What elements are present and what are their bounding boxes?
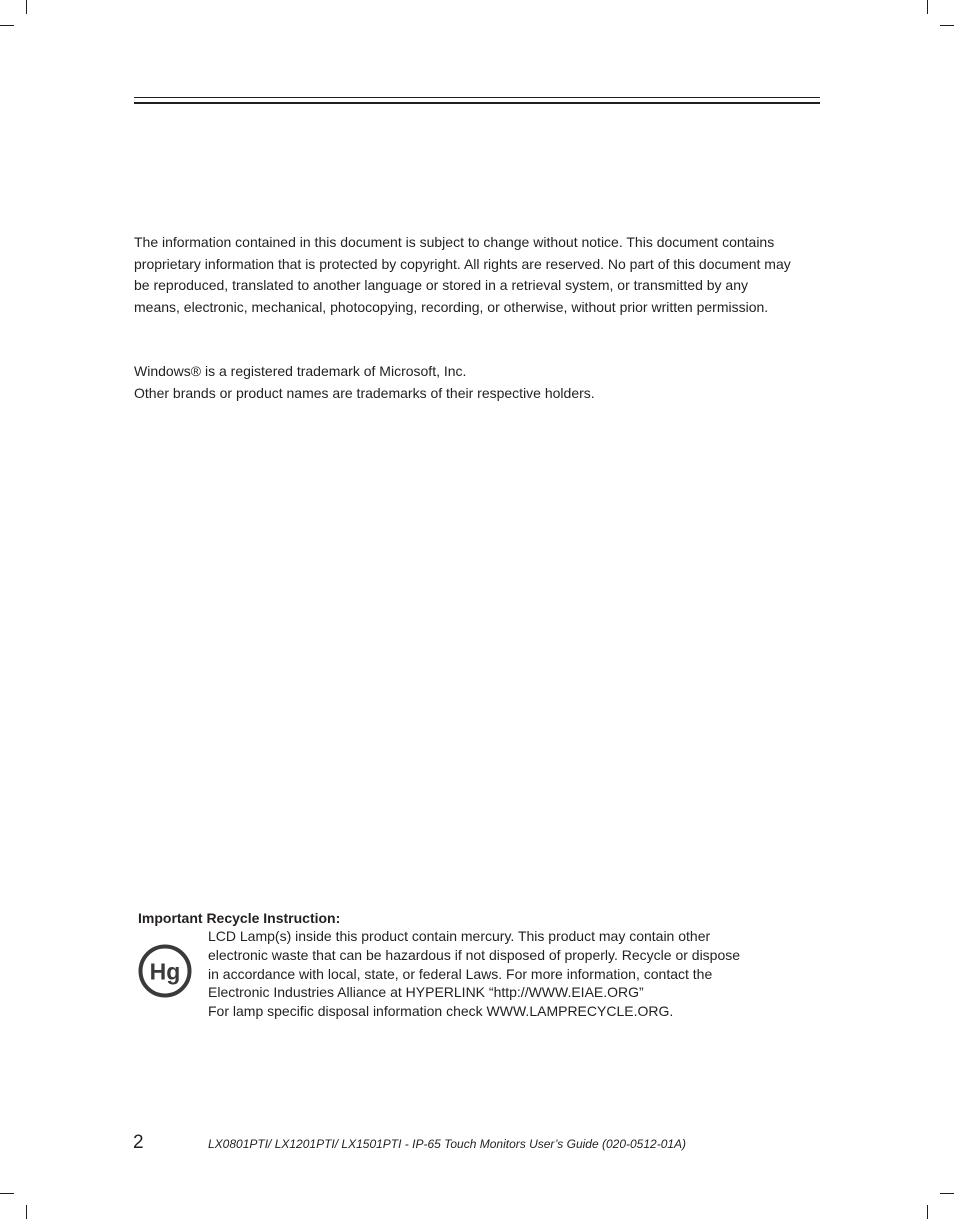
crop-mark-top-right [940,25,954,26]
recycle-line: Electronic Industries Alliance at HYPERLINK “http://WWW.EIAE.ORG” [208,984,644,1001]
recycle-line: LCD Lamp(s) inside this product contain mercury. This product may contain other [208,928,711,944]
crop-mark-top-left [0,25,14,26]
recycle-line: in accordance with local, state, or federal Laws. For more information, contact the [208,965,713,982]
recycle-heading: Important Recycle Instruction: [138,910,341,926]
copyright-notice: The information contained in this document is subject to change without notice. This document contains proprietary information that is protected by copyright. All rights are reserved. No part of this document may be reproduced, translated to another language or stored in a retrieval system, or transmitted by any means, electronic, mechanical, photocopying, recording, or otherwise, without prior written permission. [134,234,791,315]
crop-mark-bottom-left [0,1193,14,1194]
recycle-instructions [208,927,778,1021]
crop-mark-bottom-left [26,1205,27,1219]
recycle-line: For lamp specific disposal information check WWW.LAMPRECYCLE.ORG. [208,1003,674,1020]
trademark-other: Other brands or product names are trademarks of their respective holders. [134,385,595,401]
header-rule-thin [134,97,820,98]
mercury-hg-icon [138,944,192,998]
crop-mark-bottom-right [927,1205,928,1219]
crop-mark-top-left [26,0,27,14]
mercury-hg-label: Hg [149,958,181,985]
crop-mark-bottom-right [940,1193,954,1194]
page-number: 2 [133,1132,144,1153]
header-rule-thick [134,102,820,104]
footer-document-title: LX0801PTI/ LX1201PTI/ LX1501PTI - IP-65 Touch Monitors User’s Guide (020-0512-01A) [208,1137,687,1151]
recycle-line: electronic waste that can be hazardous if not disposed of properly. Recycle or dispose [208,946,741,963]
trademark-windows: Windows® is a registered trademark of Microsoft, Inc. [134,363,467,379]
crop-mark-top-right [927,0,928,14]
